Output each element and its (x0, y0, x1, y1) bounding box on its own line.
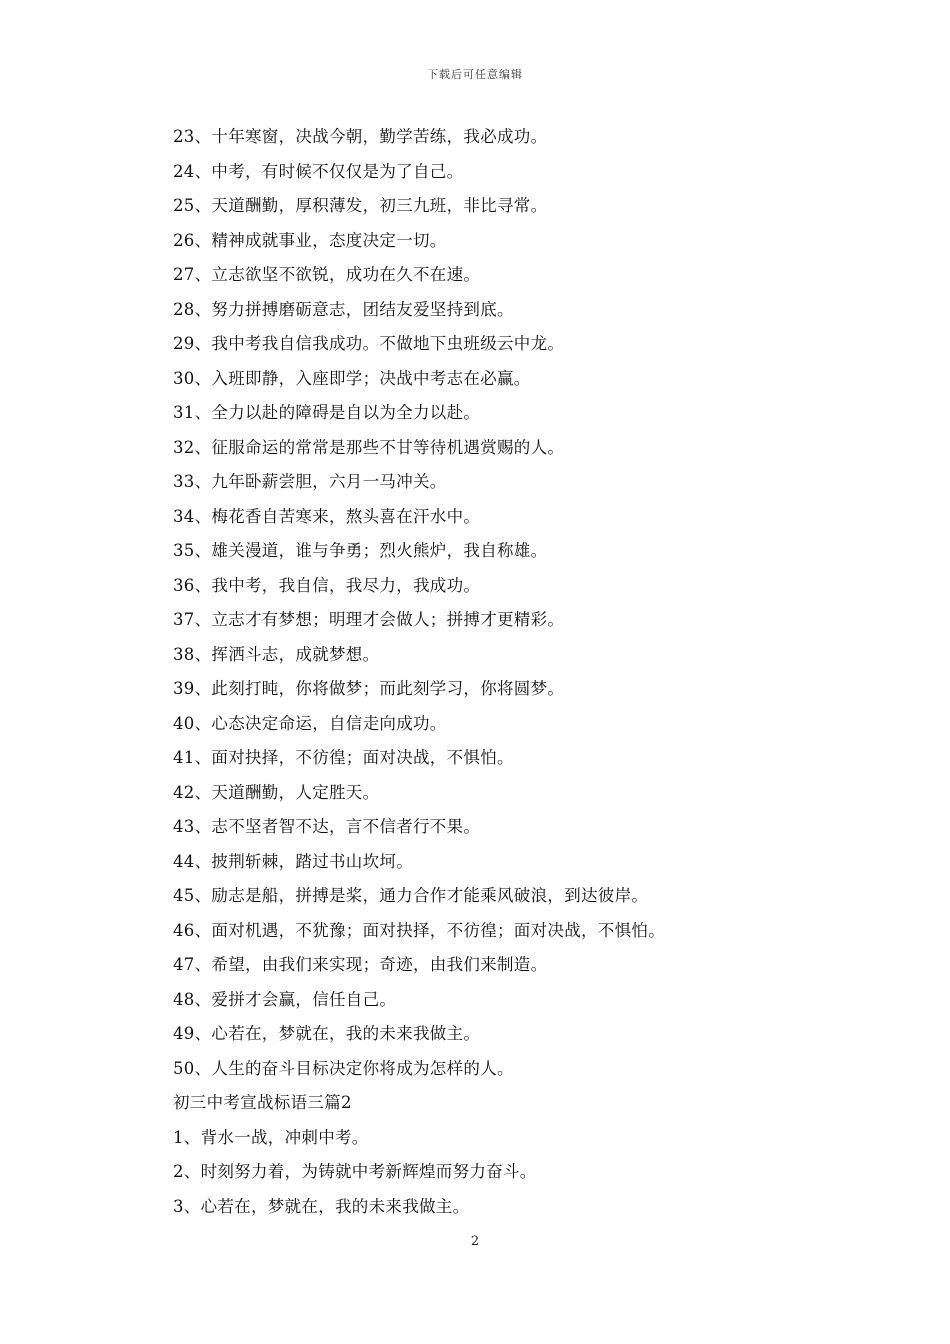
header-note: 下载后可任意编辑 (427, 68, 523, 81)
text-line: 50、人生的奋斗目标决定你将成为怎样的人。 (173, 1058, 514, 1078)
text-line: 30、入班即静，入座即学；决战中考志在必赢。 (173, 368, 531, 388)
text-line: 40、心态决定命运，自信走向成功。 (173, 713, 447, 733)
text-line: 33、九年卧薪尝胆，六月一马冲关。 (173, 472, 447, 491)
page-number: 2 (470, 1234, 480, 1249)
text-line: 43、志不坚者智不达，言不信者行不果。 (173, 817, 481, 836)
text-line: 42、天道酬勤，人定胜天。 (173, 782, 380, 802)
section-heading: 初三中考宣战标语三篇2 (173, 1093, 352, 1112)
text-line: 47、希望，由我们来实现；奇迹，由我们来制造。 (173, 955, 548, 974)
text-line: 34、梅花香自苦寒来，熬头喜在汗水中。 (173, 506, 481, 526)
text-line: 24、中考，有时候不仅仅是为了自己。 (173, 161, 464, 181)
text-line: 45、励志是船，拼搏是桨，通力合作才能乘风破浪，到达彼岸。 (173, 886, 649, 905)
text-line: 49、心若在，梦就在，我的未来我做主。 (173, 1024, 481, 1043)
text-line: 35、雄关漫道，谁与争勇；烈火熊炉，我自称雄。 (173, 541, 548, 560)
text-line: 36、我中考，我自信，我尽力，我成功。 (173, 575, 481, 595)
text-line: 25、天道酬勤，厚积薄发，初三九班，非比寻常。 (173, 196, 548, 215)
text-line: 41、面对抉择，不彷徨；面对决战，不惧怕。 (173, 748, 514, 767)
text-line: 46、面对机遇，不犹豫；面对抉择，不彷徨；面对决战，不惧怕。 (173, 920, 665, 940)
text-line: 37、立志才有梦想；明理才会做人；拼搏才更精彩。 (173, 610, 565, 629)
text-line: 29、我中考我自信我成功。不做地下虫班级云中龙。 (173, 334, 565, 353)
text-line: 27、立志欲坚不欲锐，成功在久不在速。 (173, 265, 481, 284)
text-line: 2、时刻努力着，为铸就中考新辉煌而努力奋斗。 (173, 1162, 537, 1181)
text-line: 48、爱拼才会赢，信任自己。 (173, 989, 397, 1009)
text-line: 23、十年寒窗，决战今朝，勤学苦练，我必成功。 (173, 127, 548, 146)
text-line: 32、征服命运的常常是那些不甘等待机遇赏赐的人。 (173, 437, 565, 457)
text-line: 3、心若在，梦就在，我的未来我做主。 (173, 1196, 470, 1216)
text-line: 28、努力拼搏磨砺意志，团结友爱坚持到底。 (173, 299, 514, 319)
text-line: 39、此刻打盹，你将做梦；而此刻学习，你将圆梦。 (173, 679, 565, 698)
text-line: 44、披荆斩棘，踏过书山坎坷。 (173, 851, 413, 871)
document-body (173, 120, 893, 1224)
text-line: 31、全力以赴的障碍是自以为全力以赴。 (173, 403, 481, 422)
text-line: 26、精神成就事业，态度决定一切。 (173, 230, 447, 250)
text-line: 1、背水一战，冲刺中考。 (173, 1127, 369, 1147)
text-line: 38、挥洒斗志，成就梦想。 (173, 644, 380, 664)
